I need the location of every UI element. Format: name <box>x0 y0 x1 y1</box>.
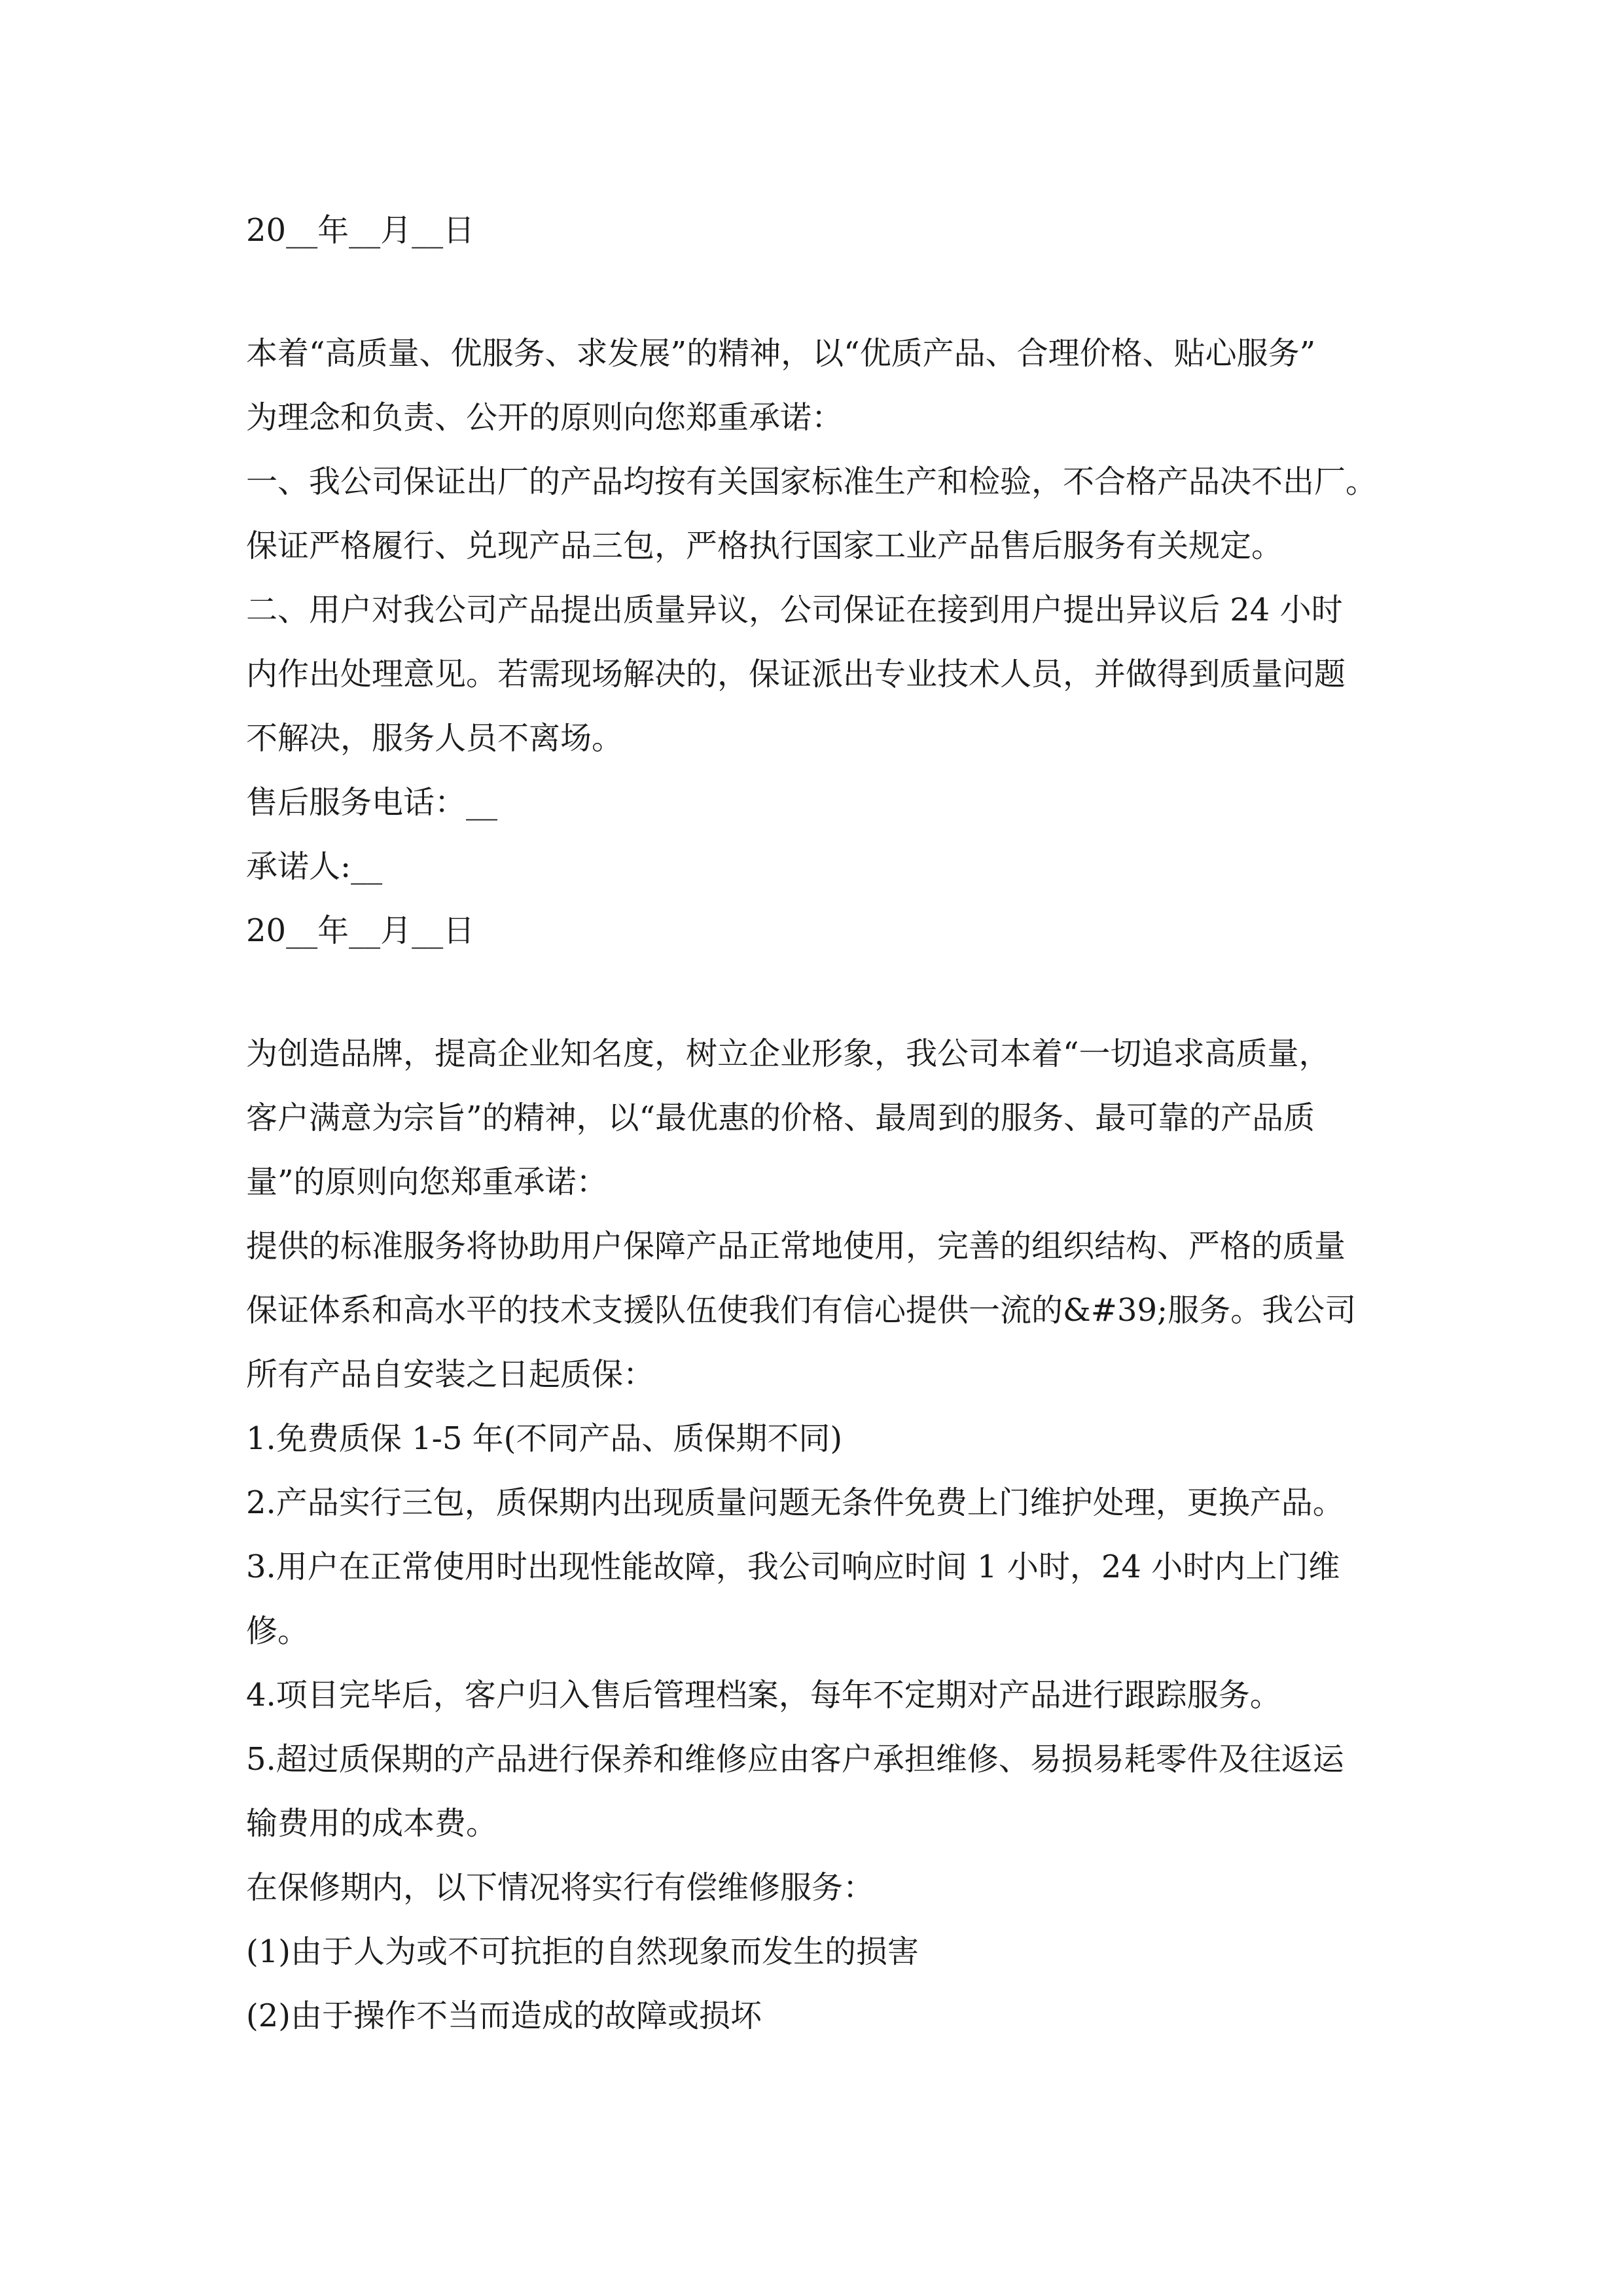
brand-intro-line-2: 客户满意为宗旨”的精神，以“最优惠的价格、最周到的服务、最可靠的产品质 <box>246 1100 1315 1136</box>
date-line-1: 20__年__月__日 <box>246 212 475 249</box>
warranty-item-3-line-1: 3.用户在正常使用时出现性能故障，我公司响应时间 1 小时，24 小时内上门维 <box>246 1549 1340 1585</box>
warranty-item-1: 1.免费质保 1-5 年(不同产品、质保期不同) <box>246 1420 843 1457</box>
warranty-item-2: 2.产品实行三包，质保期内出现质量问题无条件免费上门维护处理，更换产品。 <box>246 1484 1344 1521</box>
brand-intro-line-1: 为创造品牌，提高企业知名度，树立企业形象，我公司本着“一切追求高质量， <box>246 1035 1330 1072</box>
standard-service-line-1: 提供的标准服务将协助用户保障产品正常地使用，完善的组织结构、严格的质量 <box>246 1228 1346 1265</box>
warranty-item-5-line-1: 5.超过质保期的产品进行保养和维修应由客户承担维修、易损易耗零件及往返运 <box>246 1741 1344 1778</box>
warranty-item-5-line-2: 输费用的成本费。 <box>246 1805 498 1842</box>
warranty-item-3-line-2: 修。 <box>246 1613 310 1649</box>
warranty-item-4: 4.项目完毕后，客户归入售后管理档案，每年不定期对产品进行跟踪服务。 <box>246 1677 1281 1713</box>
clause-two-line-2: 内作出处理意见。若需现场解决的，保证派出专业技术人员，并做得到质量问题 <box>246 656 1346 692</box>
clause-one-line-2: 保证严格履行、兑现产品三包，严格执行国家工业产品售后服务有关规定。 <box>246 528 1283 564</box>
paid-service-item-1: (1)由于人为或不可抗拒的自然现象而发生的损害 <box>246 1933 919 1970</box>
paid-service-heading: 在保修期内，以下情况将实行有偿维修服务： <box>246 1869 875 1906</box>
clause-one-line-1: 一、我公司保证出厂的产品均按有关国家标准生产和检验，不合格产品决不出厂。 <box>246 463 1378 500</box>
paid-service-item-2: (2)由于操作不当而造成的故障或损坏 <box>246 1998 762 2034</box>
date-line-2: 20__年__月__日 <box>246 912 475 949</box>
clause-two-line-1: 二、用户对我公司产品提出质量异议，公司保证在接到用户提出异议后 24 小时 <box>246 592 1343 628</box>
standard-service-line-2: 保证体系和高水平的技术支援队伍使我们有信心提供一流的&#39;服务。我公司 <box>246 1292 1357 1329</box>
standard-service-line-3: 所有产品自安装之日起质保： <box>246 1356 655 1393</box>
commitment-intro-line-2: 为理念和负责、公开的原则向您郑重承诺： <box>246 399 844 436</box>
clause-two-line-3: 不解决，服务人员不离场。 <box>246 720 624 757</box>
promisor-line: 承诺人:__ <box>246 848 383 885</box>
brand-intro-line-3: 量”的原则向您郑重承诺： <box>246 1164 608 1200</box>
commitment-intro-line-1: 本着“高质量、优服务、求发展”的精神，以“优质产品、合理价格、贴心服务” <box>246 335 1316 372</box>
service-phone-line: 售后服务电话：__ <box>246 784 498 821</box>
